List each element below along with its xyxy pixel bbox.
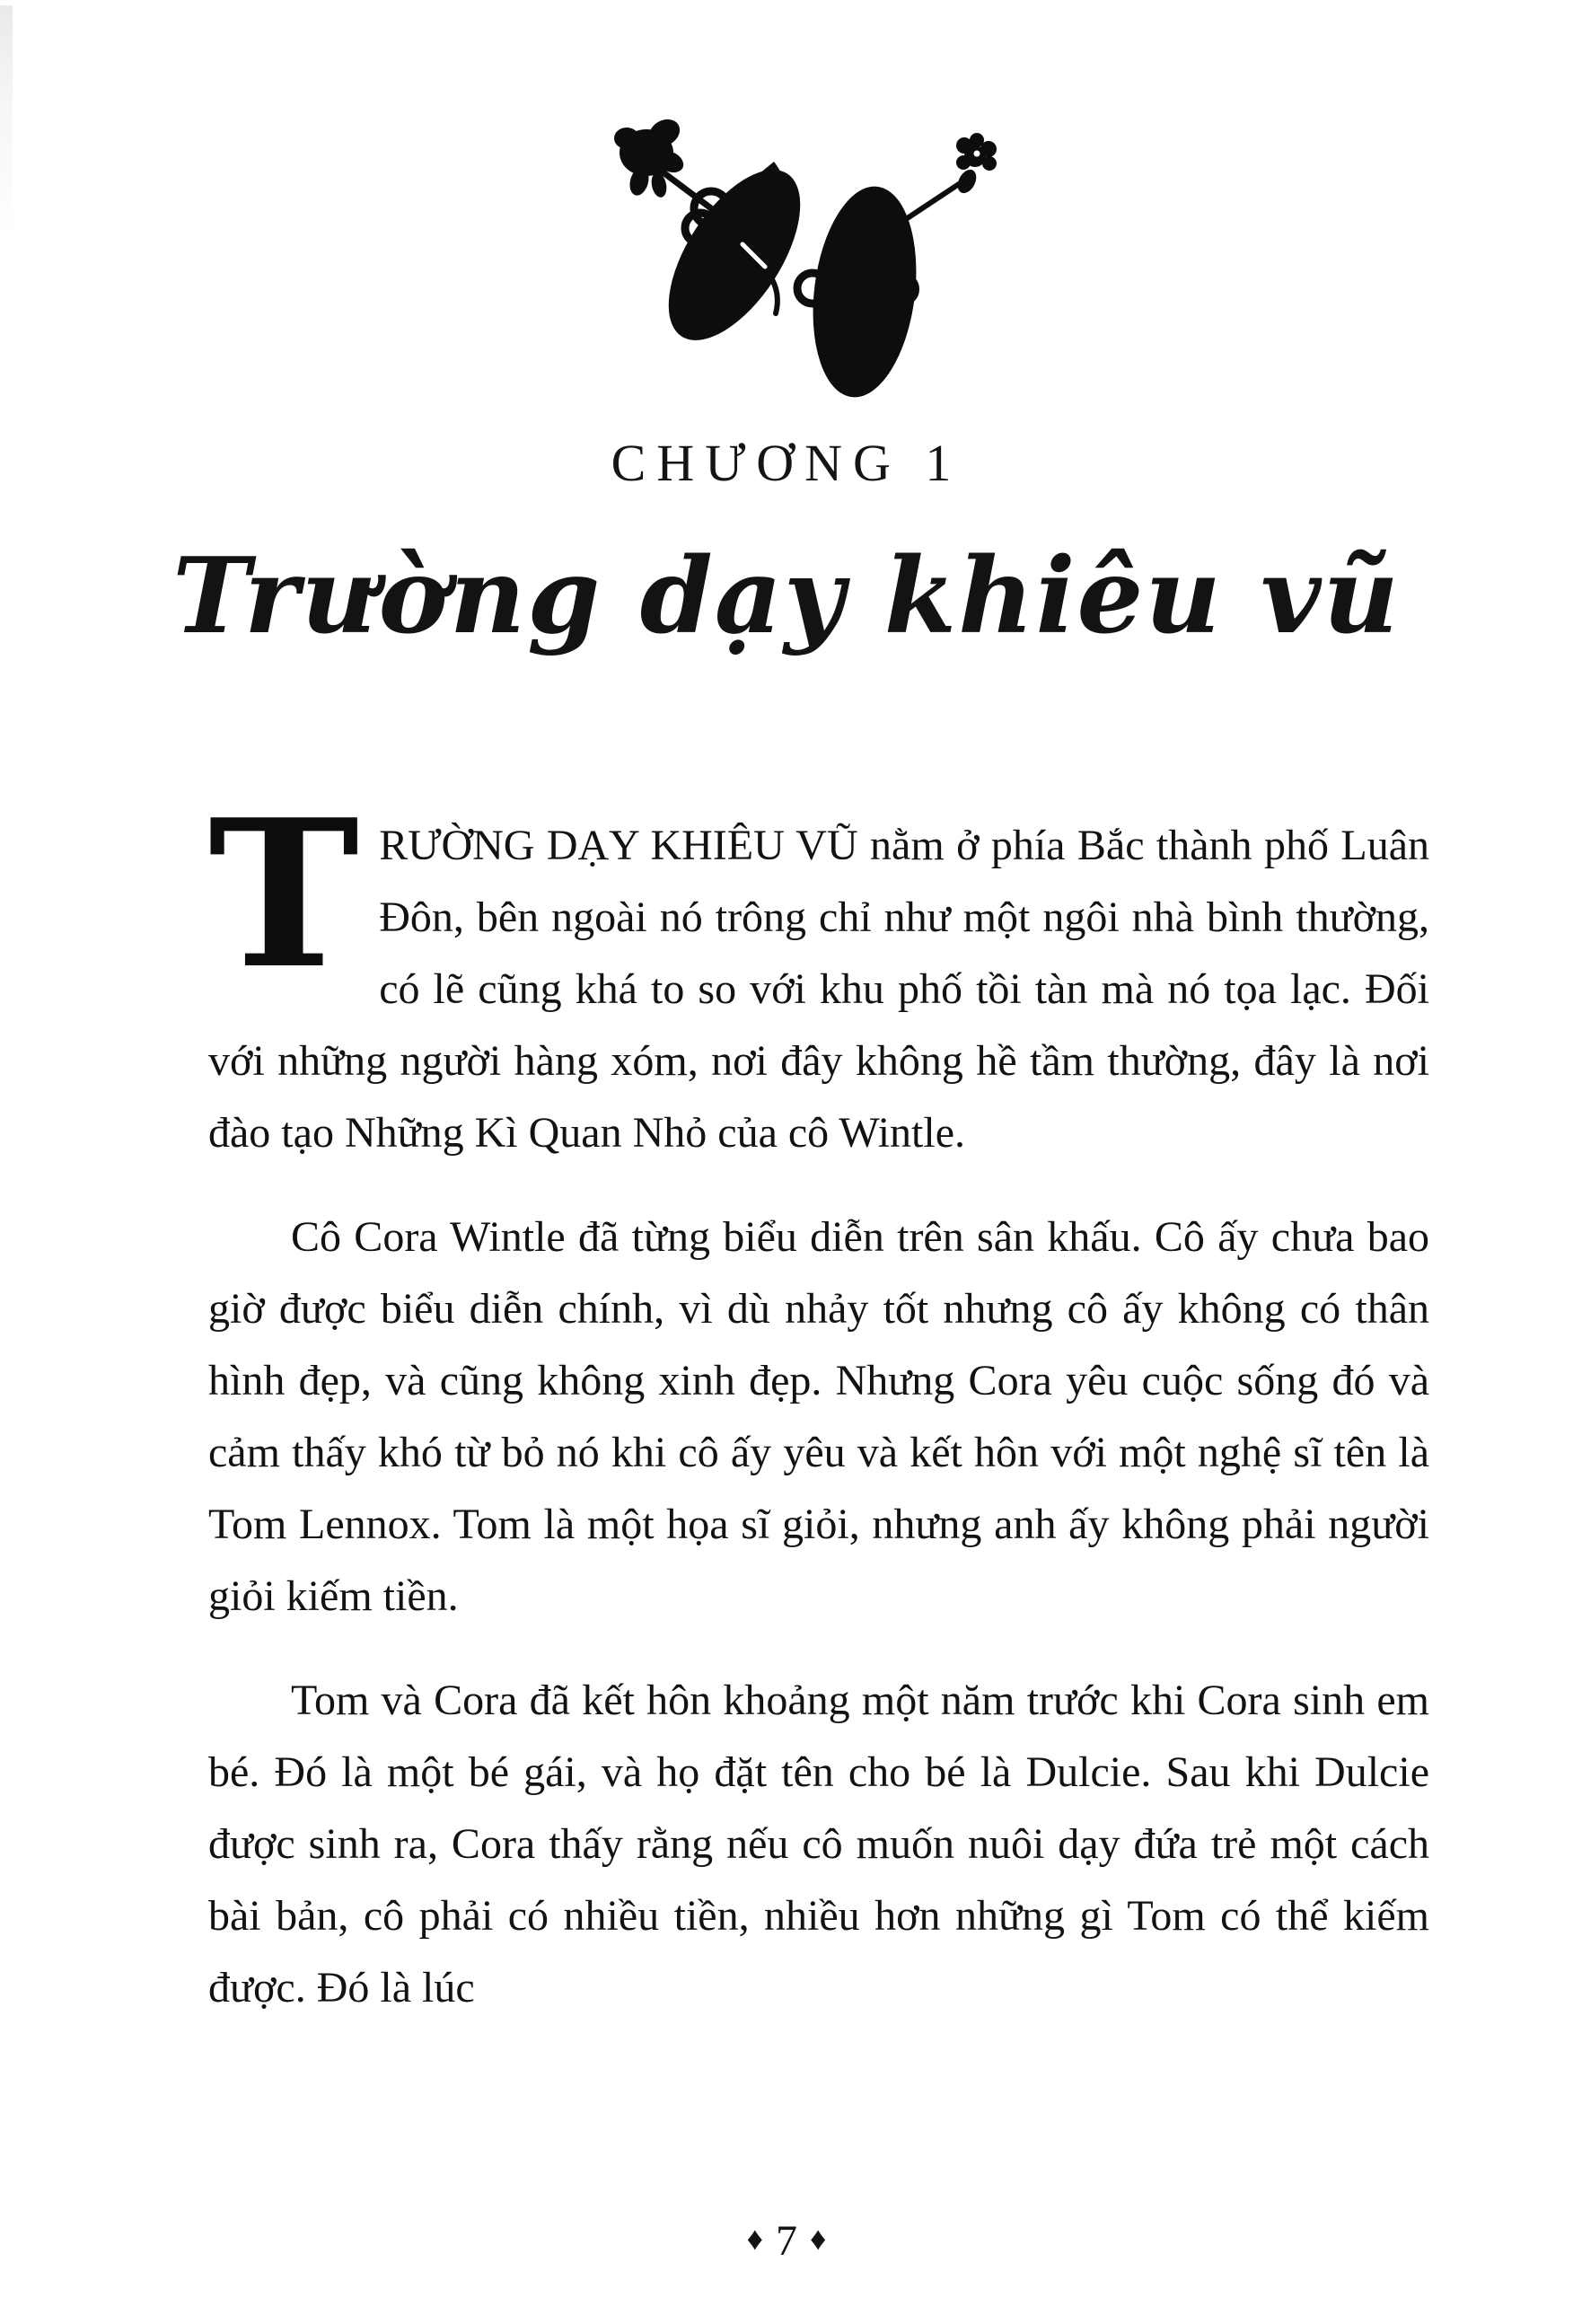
right-flower xyxy=(953,133,997,197)
chapter-title: Trường dạy khiêu vũ xyxy=(172,535,1401,657)
drop-cap: T xyxy=(208,776,360,1014)
chapter-heading: CHƯƠNG 1 xyxy=(611,434,962,492)
diamond-ornament-right: ♦ xyxy=(810,2221,827,2257)
page-footer xyxy=(0,2216,1573,2266)
paragraph-2: Cô Cora Wintle đã từng biểu diễn trên sân khấu. Cô ấy chưa bao giờ được biểu diễn chính, vì dù nhảy tốt nhưng cô ấy không có thân hình đẹp, và cũng không xinh đẹp. Nhưng Cora yêu cuộc sống đó và cảm thấy khó từ bỏ nó khi cô ấy yêu và kết hôn với một nghệ sĩ tên là Tom Lennox. Tom là một họa sĩ giỏi, nhưng anh ấy không phải người giỏi kiếm tiền. xyxy=(208,1213,1429,1620)
page-number: 7 xyxy=(776,2217,797,2265)
paragraph-3: Tom và Cora đã kết hôn khoảng một năm trước khi Cora sinh em bé. Đó là một bé gái, và họ đặt tên cho bé là Dulcie. Sau khi Dulcie được sinh ra, Cora thấy rằng nếu cô muốn nuôi dạy đứa trẻ một cách bài bản, cô phải có nhiều tiền, nhiều hơn những gì Tom có thể kiếm được. Đó là lúc xyxy=(208,1677,1429,2011)
left-flower xyxy=(614,114,687,198)
paragraph-1 xyxy=(208,776,1429,1169)
paragraph-1-text: RƯỜNG DẠY KHIÊU VŨ nằm ở phía Bắc thành phố Luân Đôn, bên ngoài nó trông chỉ như một ngôi nhà bình thường, có lẽ cũng khá to so với khu phố tồi tàn mà nó tọa lạc. Đối với những người hàng xóm, nơi đây không hề tầm thường, đây là nơi đào tạo Những Kì Quan Nhỏ của cô Wintle. xyxy=(208,822,1429,1157)
scan-edge-artifact xyxy=(0,5,13,239)
ballet-shoes-icon xyxy=(607,106,1041,451)
body-text xyxy=(208,776,1429,2024)
ballet-shoes-illustration xyxy=(607,106,1041,451)
diamond-ornament-left: ♦ xyxy=(746,2221,763,2257)
